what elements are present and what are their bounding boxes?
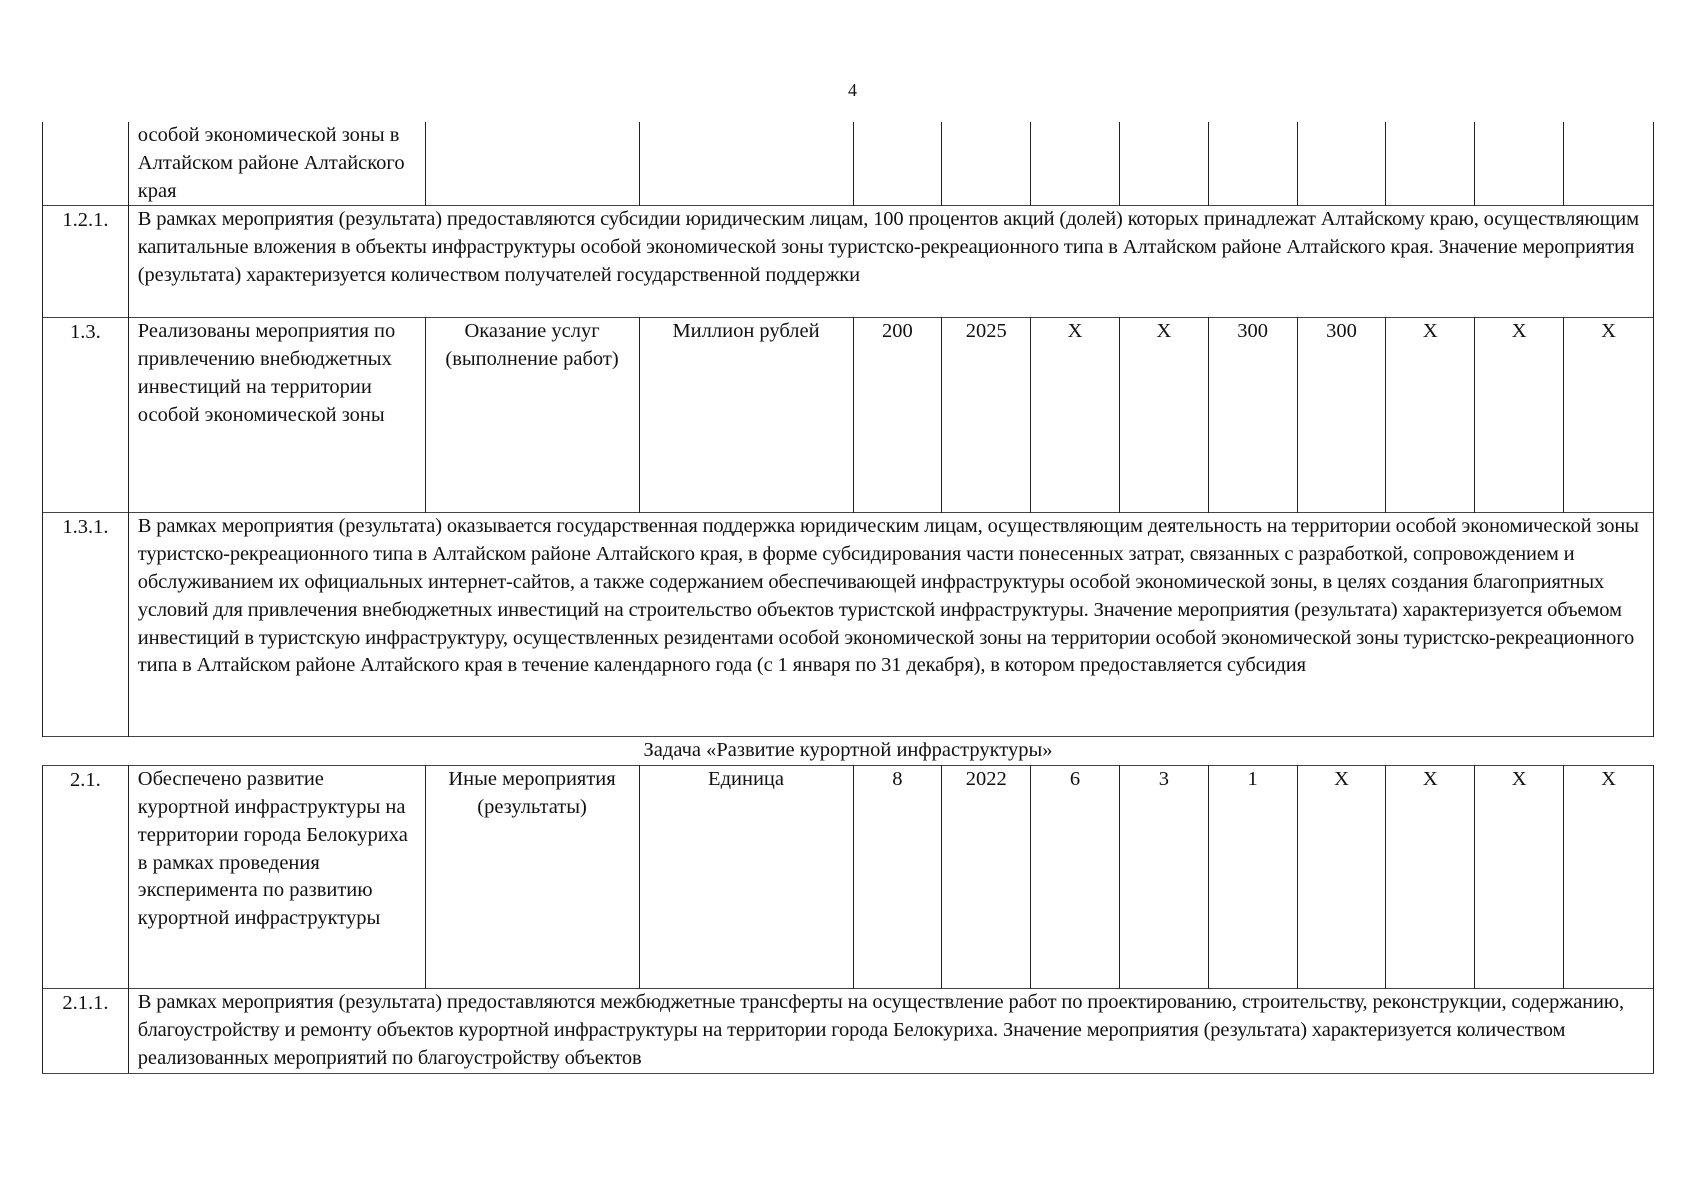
table-row-1-3-1 [43, 513, 1654, 737]
table-row-2-1-1 [43, 989, 1654, 1073]
value-cell: Х [1297, 766, 1386, 989]
result-type-cell: Оказание услуг (выполнение работ) [425, 318, 639, 513]
value-cell [1386, 122, 1475, 206]
value-cell: Х [1564, 318, 1654, 513]
base-year-cell: 2022 [942, 766, 1031, 989]
result-type-cell: Иные мероприятия (результаты) [425, 766, 639, 989]
unit-cell: Единица [639, 766, 853, 989]
result-type-cell [425, 122, 639, 206]
table-row-1-3 [43, 318, 1654, 513]
base-value-cell: 200 [853, 318, 942, 513]
value-cell [1119, 122, 1208, 206]
value-cell [942, 122, 1031, 206]
row-number-cell [43, 122, 129, 206]
value-cell [1208, 122, 1297, 206]
description-cell: В рамках мероприятия (результата) предоставляются межбюджетные трансферты на осуществление работ по проектированию, строительству, реконструкции, содержанию, благоустройству и ремонту объектов курортной инфраструктуры на территории города Белокуриха. Значение мероприятия (результата) характеризуется количеством реализованных мероприятий по благоустройству объектов [128, 989, 1653, 1073]
results-table [42, 122, 1654, 1074]
value-cell [1297, 122, 1386, 206]
unit-cell: Миллион рублей [639, 318, 853, 513]
table-row-continuation [43, 122, 1654, 206]
unit-cell [639, 122, 853, 206]
table-row-1-2-1 [43, 206, 1654, 318]
row-number-cell: 2.1.1. [43, 989, 129, 1073]
base-value-cell: 8 [853, 766, 942, 989]
row-number-cell: 1.3. [43, 318, 129, 513]
value-cell: Х [1119, 318, 1208, 513]
result-name-cell: Обеспечено развитие курортной инфраструктуры на территории города Белокуриха в рамках проведения эксперимента по развитию курортной инфраструктуры [128, 766, 425, 989]
value-cell [1564, 122, 1654, 206]
table-row-2-1 [43, 766, 1654, 989]
value-cell: 6 [1031, 766, 1120, 989]
value-cell: Х [1475, 766, 1564, 989]
description-cell: В рамках мероприятия (результата) оказывается государственная поддержка юридическим лицам, осуществляющим деятельность на территории особой экономической зоны туристско-рекреационного типа в Алтайском районе Алтайского края, в форме субсидирования части понесенных затрат, связанных с разработкой, сопровождением и обслуживанием их официальных интернет-сайтов, а также содержанием обеспечивающей инфраструктуры особой экономической зоны, в целях создания благоприятных условий для привлечения внебюджетных инвестиций на строительство объектов туристской инфраструктуры. Значение мероприятия (результата) характеризуется объемом инвестиций в туристскую инфраструктуру, осуществленных резидентами особой экономической зоны на территории особой экономической зоны туристско-рекреационного типа в Алтайском районе Алтайского края в течение календарного года (с 1 января по 31 декабря), в котором предоставляется субсидия [128, 513, 1653, 737]
description-cell: В рамках мероприятия (результата) предоставляются субсидии юридическим лицам, 100 процентов акций (долей) которых принадлежат Алтайскому краю, осуществляющим капитальные вложения в объекты инфраструктуры особой экономической зоны туристско-рекреационного типа в Алтайском районе Алтайского края. Значение мероприятия (результата) характеризуется количеством получателей государственной поддержки [128, 206, 1653, 318]
value-cell: Х [1386, 318, 1475, 513]
value-cell: 1 [1208, 766, 1297, 989]
value-cell: Х [1475, 318, 1564, 513]
value-cell: 300 [1208, 318, 1297, 513]
row-number-cell: 2.1. [43, 766, 129, 989]
value-cell [1031, 122, 1120, 206]
value-cell: Х [1386, 766, 1475, 989]
value-cell: 3 [1119, 766, 1208, 989]
base-year-cell: 2025 [942, 318, 1031, 513]
page-number: 4 [848, 80, 857, 100]
task-heading: Задача «Развитие курортной инфраструктуры» [43, 737, 1654, 766]
value-cell [1475, 122, 1564, 206]
value-cell [853, 122, 942, 206]
value-cell: Х [1031, 318, 1120, 513]
row-number-cell: 1.2.1. [43, 206, 129, 318]
result-name-cell: Реализованы мероприятия по привлечению внебюджетных инвестиций на территории особой экономической зоны [128, 318, 425, 513]
row-number-cell: 1.3.1. [43, 513, 129, 737]
task-heading-row [43, 737, 1654, 766]
value-cell: Х [1564, 766, 1654, 989]
result-name-cell: особой экономической зоны в Алтайском районе Алтайского края [128, 122, 425, 206]
value-cell: 300 [1297, 318, 1386, 513]
